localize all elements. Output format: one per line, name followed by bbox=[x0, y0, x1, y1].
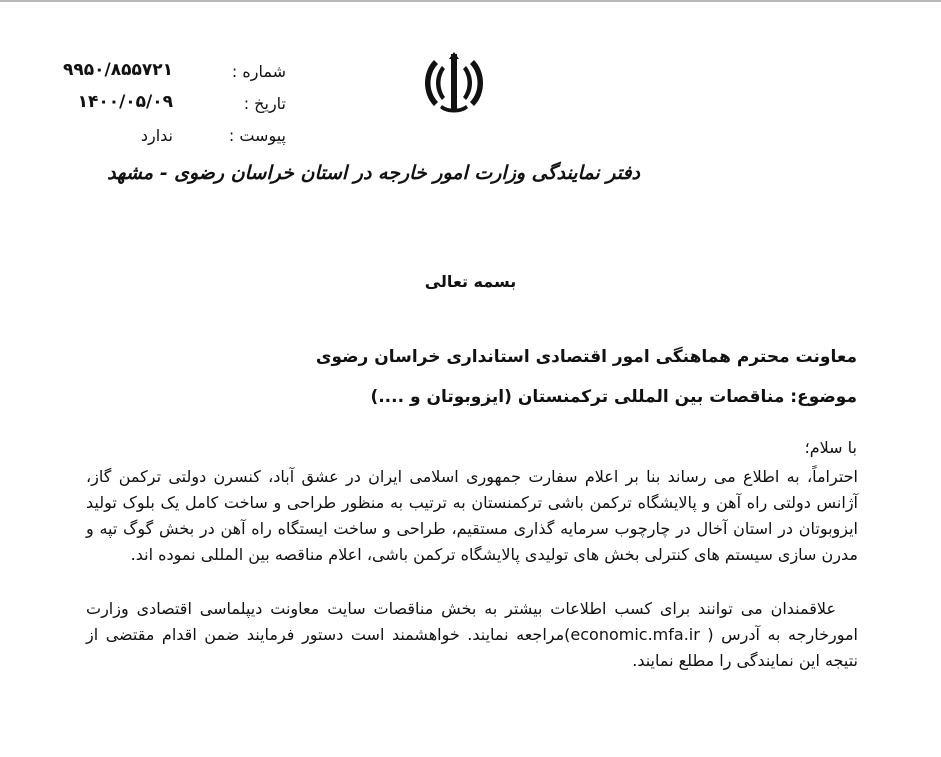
number-label: شماره : bbox=[231, 62, 286, 81]
iran-emblem-icon bbox=[420, 52, 488, 114]
recipient: معاونت محترم هماهنگی امور اقتصادی استانداری خراسان رضوی bbox=[315, 347, 857, 367]
top-divider bbox=[0, 0, 941, 2]
date-label: تاریخ : bbox=[243, 94, 286, 113]
number-value: ۹۹۵۰/۸۵۵۷۲۱ bbox=[63, 60, 173, 80]
office-title: دفتر نمایندگی وزارت امور خارجه در استان خراسان رضوی - مشهد bbox=[107, 162, 640, 184]
body-paragraph-1: احتراماً، به اطلاع می رساند بنا بر اعلام سفارت جمهوری اسلامی ایران در عشق آباد، کنسرن دولتی ترکمن گاز، آژانس دولتی راه آهن و پالایشگاه ترکمن باشی ترکمنستان به ترتیب به منظور طراحی و ساخت کامل یک بلوک تولید ایزوبوتان در استان آخال در چارچوب سرمایه گذاری مستقیم، طراحی و ساخت ایستگاه راه آهن در بخش گوگ تپه و مدرن سازی سیستم های کنترلی بخش های تولیدی پالایشگاه ترکمن باشی، اعلام مناقصه بین المللی نموده اند. bbox=[86, 467, 858, 564]
basmala: بسمه تعالی bbox=[424, 272, 517, 291]
subject: موضوع: مناقصات بین المللی ترکمنستان (ایزوبوتان و ....) bbox=[370, 387, 857, 407]
attachment-label: پیوست : bbox=[228, 126, 286, 145]
date-value: ۱۴۰۰/۰۵/۰۹ bbox=[77, 92, 173, 112]
body-paragraph-2: علاقمندان می توانند برای کسب اطلاعات بیشتر به بخش مناقصات سایت معاونت دیپلماسی اقتصادی وزارت امورخارجه به آدرس ( economic.mfa.ir)مراجعه نمایند. خواهشمند است دستور فرمایند ضمن اقدام مقتضی از نتیجه این نمایندگی را مطلع نمایند. bbox=[86, 599, 858, 670]
greeting: با سلام؛ bbox=[804, 438, 857, 457]
attachment-value: ندارد bbox=[140, 126, 173, 145]
